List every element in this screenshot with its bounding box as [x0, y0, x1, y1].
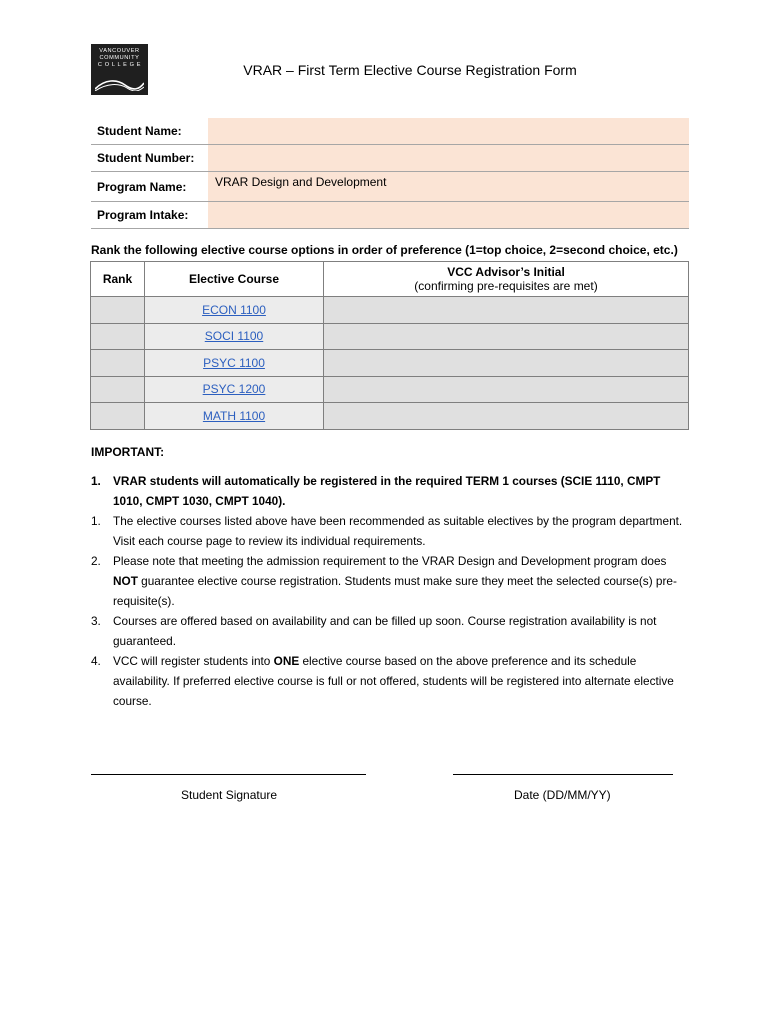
- list-item-text: VRAR students will automatically be registered in the required TERM 1 courses (SCIE 1110, CMPT 1010, CMPT 1030, CMPT 1040).: [113, 474, 661, 508]
- list-item-number: 1.: [91, 474, 101, 488]
- rank-cell[interactable]: [91, 403, 145, 430]
- list-item: [91, 611, 691, 651]
- course-link[interactable]: SOCI 1100: [204, 329, 264, 344]
- list-item-text: [113, 554, 677, 608]
- course-cell: [145, 323, 324, 350]
- rank-cell[interactable]: [91, 323, 145, 350]
- list-item-number: 2.: [91, 554, 101, 568]
- program-intake-field[interactable]: [208, 202, 689, 229]
- list-item-number: 4.: [91, 654, 101, 668]
- course-link[interactable]: MATH 1100: [202, 408, 266, 423]
- rank-cell[interactable]: [91, 350, 145, 377]
- student-info-table: [91, 118, 689, 229]
- advisor-header-subtitle: (confirming pre-requisites are met): [414, 279, 598, 293]
- important-heading: IMPORTANT:: [91, 445, 165, 459]
- logo-line-1: VANCOUVER: [99, 48, 140, 54]
- program-intake-label: Program Intake:: [91, 202, 208, 229]
- advisor-cell[interactable]: [324, 323, 689, 350]
- student-name-label: Student Name:: [91, 118, 208, 145]
- page-title: VRAR – First Term Elective Course Registration Form: [243, 62, 577, 78]
- course-link[interactable]: ECON 1100: [202, 302, 266, 317]
- rank-header: Rank: [91, 262, 145, 297]
- advisor-header-title: VCC Advisor’s Initial: [447, 265, 565, 279]
- date-signature-line[interactable]: [453, 774, 673, 775]
- table-row: [91, 403, 689, 430]
- advisor-cell[interactable]: [324, 350, 689, 377]
- ranking-instructions: Rank the following elective course options in order of preference (1=top choice, 2=second choice, etc.): [91, 243, 678, 257]
- advisor-cell[interactable]: [324, 376, 689, 403]
- elective-course-table: [90, 261, 689, 430]
- table-row: [91, 297, 689, 324]
- course-header: Elective Course: [145, 262, 324, 297]
- student-signature-label: Student Signature: [181, 788, 278, 802]
- list-item: [91, 651, 691, 711]
- course-cell: [145, 350, 324, 377]
- course-link[interactable]: PSYC 1100: [203, 355, 265, 370]
- course-cell: [145, 297, 324, 324]
- list-item-text-pre: VCC will register students into: [113, 654, 274, 668]
- list-item-number: 1.: [91, 514, 101, 528]
- vcc-logo: [91, 44, 148, 95]
- advisor-header: [324, 262, 689, 297]
- list-item-number: 3.: [91, 614, 101, 628]
- rank-cell[interactable]: [91, 376, 145, 403]
- table-row: [91, 323, 689, 350]
- list-item-emphasis: NOT: [113, 574, 138, 588]
- list-item: [91, 471, 691, 511]
- date-label: Date (DD/MM/YY): [514, 788, 611, 802]
- notes-list: [91, 471, 691, 711]
- program-name-label: Program Name:: [91, 172, 208, 202]
- program-name-field[interactable]: VRAR Design and Development: [208, 172, 689, 202]
- list-item-text-post: guarantee elective course registration. Students must make sure they meet the selected course(s) pre-requisite(s).: [113, 574, 677, 608]
- advisor-cell[interactable]: [324, 403, 689, 430]
- logo-line-2: COMMUNITY: [99, 55, 140, 61]
- list-item-text: [113, 654, 674, 708]
- list-item: [91, 511, 691, 551]
- table-row: [91, 376, 689, 403]
- course-link[interactable]: PSYC 1200: [202, 382, 266, 397]
- course-cell: [145, 403, 324, 430]
- list-item-text: Courses are offered based on availability and can be filled up soon. Course registration availability is not guaranteed.: [113, 614, 657, 648]
- student-signature-line[interactable]: [91, 774, 366, 775]
- list-item-emphasis: ONE: [273, 654, 300, 668]
- logo-line-3: C O L L E G E: [97, 62, 142, 68]
- rank-cell[interactable]: [91, 297, 145, 324]
- advisor-cell[interactable]: [324, 297, 689, 324]
- student-name-field[interactable]: [208, 118, 689, 145]
- list-item-text-post: elective course based on the above preference and its schedule availability. If preferred elective course is full or not offered, students will be registered into alternate elective course.: [113, 654, 674, 708]
- list-item-text: The elective courses listed above have been recommended as suitable electives by the program department. Visit each course page to review its individual requirements.: [113, 514, 683, 548]
- logo-wave-icon: [95, 77, 144, 91]
- list-item-text-pre: Please note that meeting the admission requirement to the VRAR Design and Development program does: [113, 554, 667, 568]
- course-cell: [145, 376, 324, 403]
- student-number-field[interactable]: [208, 145, 689, 172]
- table-row: [91, 350, 689, 377]
- list-item: [91, 551, 691, 611]
- student-number-label: Student Number:: [91, 145, 208, 172]
